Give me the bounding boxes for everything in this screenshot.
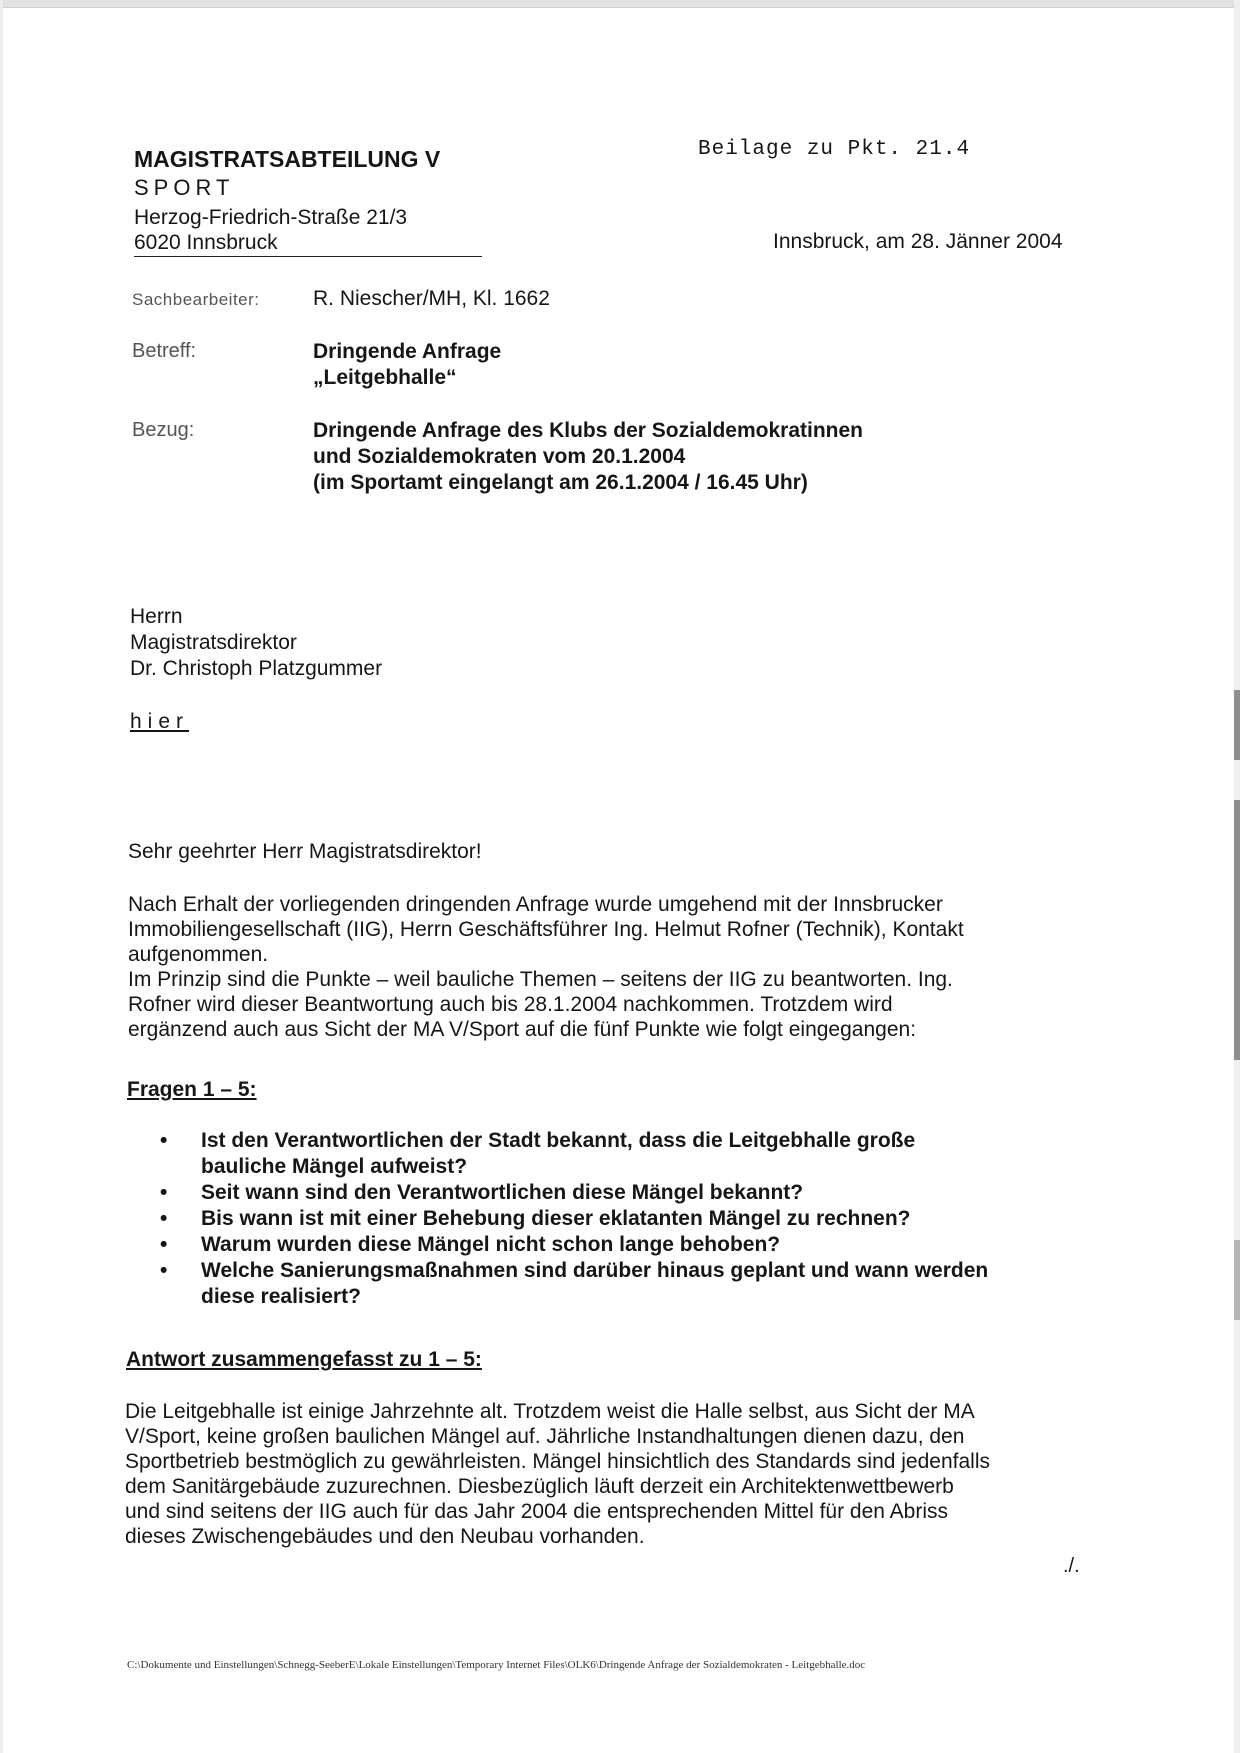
street-address: Herzog-Friedrich-Straße 21/3 [134, 206, 408, 229]
continuation-mark: ./. [1063, 1555, 1080, 1577]
intro-line: Im Prinzip sind die Punkte – weil bauliche Themen – seitens der IIG zu beantworten. Ing. [128, 968, 953, 991]
questions-heading: Fragen 1 – 5: [127, 1078, 257, 1101]
bullet-icon: • [160, 1207, 168, 1230]
questions-list [160, 1128, 988, 1310]
scan-edge-top [0, 0, 1240, 8]
recipient-block [130, 604, 382, 682]
division-name: SPORT [134, 175, 235, 200]
question-item [160, 1180, 988, 1206]
intro-line: aufgenommen. [128, 943, 269, 966]
subject-label: Betreff: [132, 340, 197, 362]
place-date: Innsbruck, am 28. Jänner 2004 [773, 230, 1063, 253]
subject-line: „Leitgebhalle“ [313, 366, 457, 389]
answer-line: dieses Zwischengebäudes und den Neubau vorhanden. [125, 1525, 645, 1548]
question-line: Welche Sanierungsmaßnahmen sind darüber hinaus geplant und wann werden [201, 1259, 989, 1282]
question-line: Bis wann ist mit einer Behebung dieser eklatanten Mängel zu rechnen? [201, 1207, 911, 1230]
subject-line: Dringende Anfrage [313, 340, 502, 363]
bullet-icon: • [160, 1259, 168, 1282]
question-item [160, 1232, 988, 1258]
intro-line: Immobiliengesellschaft (IIG), Herrn Geschäftsführer Ing. Helmut Rofner (Technik), Kontakt [128, 918, 964, 941]
clerk-label: Sachbearbeiter: [132, 290, 260, 309]
reference-block [313, 418, 863, 496]
reference-line: und Sozialdemokraten vom 20.1.2004 [313, 445, 686, 468]
recipient-line: Magistratsdirektor [130, 631, 297, 654]
question-line: diese realisiert? [201, 1285, 361, 1308]
intro-line: Rofner wird dieser Beantwortung auch bis 28.1.2004 nachkommen. Trotzdem wird [128, 993, 893, 1016]
reference-label: Bezug: [132, 419, 195, 441]
recipient-line: Herrn [130, 605, 183, 628]
reference-line: (im Sportamt eingelangt am 26.1.2004 / 16.45 Uhr) [313, 471, 808, 494]
department-name: MAGISTRATSABTEILUNG V [134, 146, 441, 172]
answer-line: dem Sanitärgebäude zuzurechnen. Diesbezüglich läuft derzeit ein Architektenwettbewerb [125, 1475, 954, 1498]
scan-shadow-mark [1234, 800, 1240, 1060]
subject-block [313, 339, 501, 391]
bullet-icon: • [160, 1181, 168, 1204]
reference-line: Dringende Anfrage des Klubs der Sozialdemokratinnen [313, 419, 863, 442]
answer-line: Die Leitgebhalle ist einige Jahrzehnte alt. Trotzdem weist die Halle selbst, aus Sicht der MA [125, 1400, 975, 1423]
question-item [160, 1258, 988, 1310]
address-underline [134, 256, 482, 257]
question-line: Ist den Verantwortlichen der Stadt bekannt, dass die Leitgebhalle große [201, 1129, 916, 1152]
question-item [160, 1128, 988, 1180]
salutation: Sehr geehrter Herr Magistratsdirektor! [128, 840, 482, 863]
clerk-value: R. Niescher/MH, Kl. 1662 [313, 287, 550, 310]
intro-line: Nach Erhalt der vorliegenden dringenden Anfrage wurde umgehend mit der Innsbrucker [128, 893, 943, 916]
answer-line: und sind seitens der IIG auch für das Jahr 2004 die entsprechenden Mittel für den Abriss [125, 1500, 948, 1523]
bullet-icon: • [160, 1129, 168, 1152]
answer-line: Sportbetrieb bestmöglich zu gewährleisten. Mängel hinsichtlich des Standards sind jedenfalls [125, 1450, 990, 1473]
answer-paragraph [125, 1399, 990, 1549]
attachment-note: Beilage zu Pkt. 21.4 [698, 138, 971, 161]
intro-paragraph [128, 892, 964, 1042]
scan-shadow-mark [1234, 1240, 1240, 1320]
city-address: 6020 Innsbruck [134, 231, 278, 254]
question-line: bauliche Mängel aufweist? [201, 1155, 468, 1178]
scan-shadow-mark [1234, 690, 1240, 760]
question-line: Seit wann sind den Verantwortlichen diese Mängel bekannt? [201, 1181, 804, 1204]
answer-line: V/Sport, keine großen baulichen Mängel auf. Jährliche Instandhaltungen dienen dazu, den [125, 1425, 965, 1448]
recipient-location: hier [130, 710, 190, 733]
answer-heading: Antwort zusammengefasst zu 1 – 5: [126, 1348, 482, 1371]
recipient-line: Dr. Christoph Platzgummer [130, 657, 383, 680]
bullet-icon: • [160, 1233, 168, 1256]
footer-file-path: C:\Dokumente und Einstellungen\Schnegg-SeeberE\Lokale Einstellungen\Temporary Internet Files\OLK6\Dringende Anfrage der Sozialdemokraten - Leitgebhalle.doc [127, 1659, 866, 1671]
question-line: Warum wurden diese Mängel nicht schon lange behoben? [201, 1233, 781, 1256]
question-item [160, 1206, 988, 1232]
scan-edge-left [0, 0, 3, 1753]
intro-line: ergänzend auch aus Sicht der MA V/Sport auf die fünf Punkte wie folgt eingegangen: [128, 1018, 917, 1041]
